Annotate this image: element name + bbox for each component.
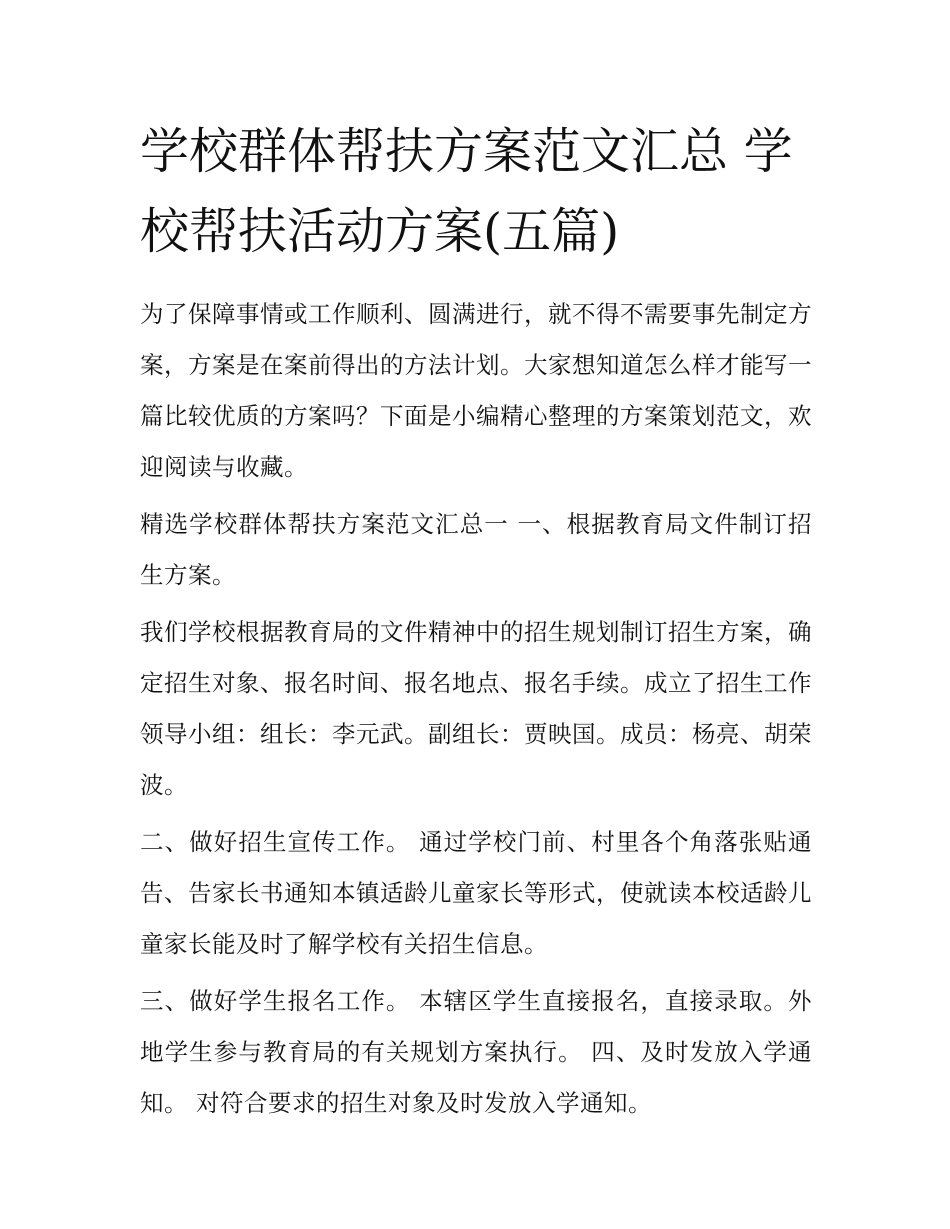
paragraph-section-one-heading: 精选学校群体帮扶方案范文汇总一 一、根据教育局文件制订招生方案。 — [140, 510, 812, 589]
document-body — [140, 112, 812, 1135]
paragraph-publicity: 二、做好招生宣传工作。 通过学校门前、村里各个角落张贴通告、告家长书通知本镇适龄儿童家长等形式，使就读本校适龄儿童家长能及时了解学校有关招生信息。 — [140, 828, 812, 958]
paragraph-intro: 为了保障事情或工作顺利、圆满进行，就不得不需要事先制定方案，方案是在案前得出的方法计划。大家想知道怎么样才能写一篇比较优质的方案吗？下面是小编精心整理的方案策划范文，欢迎阅读与收藏。 — [140, 300, 812, 481]
document-title: 学校群体帮扶方案范文汇总 学校帮扶活动方案(五篇) — [140, 123, 793, 260]
paragraph-enrollment-plan: 我们学校根据教育局的文件精神中的招生规划制订招生方案，确定招生对象、报名时间、报名地点、报名手续。成立了招生工作领导小组：组长：李元武。副组长：贾映国。成员：杨亮、胡荣波。 — [140, 618, 812, 799]
paragraph-registration: 三、做好学生报名工作。 本辖区学生直接报名，直接录取。外地学生参与教育局的有关规划方案执行。 四、及时发放入学通知。 对符合要求的招生对象及时发放入学通知。 — [140, 987, 812, 1117]
